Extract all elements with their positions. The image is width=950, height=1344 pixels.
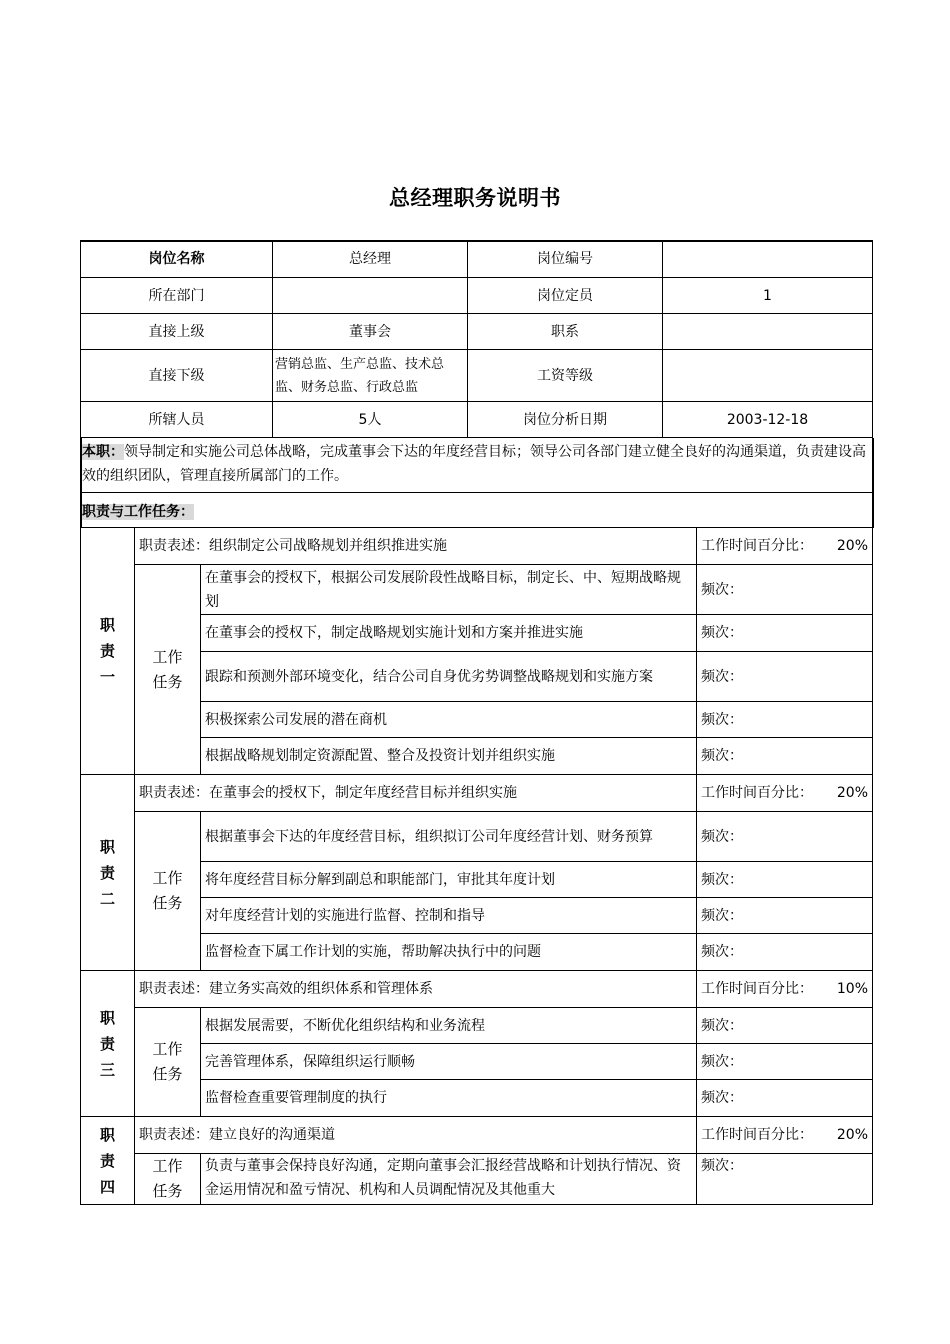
task-row [81,812,873,862]
task-frequency: 频次： [697,1044,873,1080]
task-frequency: 频次： [697,862,873,898]
duty-percent: 工作时间百分比： 20% [697,528,873,565]
label-analysis-date: 岗位分析日期 [468,402,663,438]
task-label: 工作任务 [135,1008,201,1117]
task-text: 监督检查重要管理制度的执行 [201,1080,697,1117]
duties-heading: 职责与工作任务： [82,504,194,520]
value-position-name: 总经理 [273,241,468,278]
task-text: 在董事会的授权下，根据公司发展阶段性战略目标，制定长、中、短期战略规划 [201,565,697,615]
duty-label: 职责二 [81,775,135,971]
info-row [81,278,873,314]
duty-percent: 工作时间百分比： 20% [697,775,873,812]
duty-statement: 职责表述：建立良好的沟通渠道 [135,1117,697,1154]
value-job-family [663,314,873,350]
task-row [81,1154,873,1205]
duty-statement-row [81,775,873,812]
job-summary [82,440,868,488]
document-title: 总经理职务说明书 [389,186,561,210]
value-salary-grade [663,350,873,402]
duty-percent: 工作时间百分比： 20% [697,1117,873,1154]
label-position-name: 岗位名称 [81,241,273,278]
value-direct-subordinates: 营销总监、生产总监、技术总监、财务总监、行政总监 [273,350,468,402]
info-row [81,241,873,278]
task-text: 完善管理体系，保障组织运行顺畅 [201,1044,697,1080]
task-frequency: 频次： [697,565,873,615]
value-staff-count: 5人 [273,402,468,438]
label-department: 所在部门 [81,278,273,314]
duty-label: 职责四 [81,1117,135,1205]
label-staff-count: 所辖人员 [81,402,273,438]
task-frequency: 频次： [697,934,873,971]
task-row [81,1008,873,1044]
task-label: 工作任务 [135,1154,201,1205]
info-row [81,314,873,350]
task-row [81,565,873,615]
task-text: 负责与董事会保持良好沟通，定期向董事会汇报经营战略和计划执行情况、资金运用情况和盈亏情况、机构和人员调配情况及其他重大 [201,1154,697,1205]
duty-percent: 工作时间百分比： 10% [697,971,873,1008]
label-direct-subordinates: 直接下级 [81,350,273,402]
value-headcount: 1 [663,278,873,314]
value-analysis-date: 2003-12-18 [663,402,873,438]
task-text: 根据发展需要，不断优化组织结构和业务流程 [201,1008,697,1044]
duty-label: 职责一 [81,528,135,775]
duty-statement-row [81,1117,873,1154]
task-label: 工作任务 [135,812,201,971]
duty-statement-row [81,528,873,565]
duty-statement: 职责表述：组织制定公司战略规划并组织推进实施 [135,528,697,565]
info-row [81,402,873,438]
position-info-table [80,240,873,438]
value-position-code [663,241,873,278]
task-text: 根据董事会下达的年度经营目标，组织拟订公司年度经营计划、财务预算 [201,812,697,862]
task-text: 跟踪和预测外部环境变化，结合公司自身优劣势调整战略规划和实施方案 [201,652,697,702]
value-department [273,278,468,314]
summary-divider [80,492,872,493]
task-text: 在董事会的授权下，制定战略规划实施计划和方案并推进实施 [201,615,697,652]
task-frequency: 频次： [697,1080,873,1117]
label-job-family: 职系 [468,314,663,350]
info-row [81,350,873,402]
task-label: 工作任务 [135,565,201,775]
value-direct-superior: 董事会 [273,314,468,350]
task-frequency: 频次： [697,1154,873,1205]
summary-label: 本职： [82,444,124,460]
label-position-code: 岗位编号 [468,241,663,278]
task-frequency: 频次： [697,898,873,934]
task-frequency: 频次： [697,702,873,738]
duties-table [80,527,873,1205]
task-text: 对年度经营计划的实施进行监督、控制和指导 [201,898,697,934]
summary-text: 领导制定和实施公司总体战略，完成董事会下达的年度经营目标；领导公司各部门建立健全良好的沟通渠道，负责建设高效的组织团队，管理直接所属部门的工作。 [82,444,866,484]
task-text: 监督检查下属工作计划的实施，帮助解决执行中的问题 [201,934,697,971]
task-frequency: 频次： [697,1008,873,1044]
task-frequency: 频次： [697,738,873,775]
task-frequency: 频次： [697,652,873,702]
task-frequency: 频次： [697,615,873,652]
duty-statement: 职责表述：在董事会的授权下，制定年度经营目标并组织实施 [135,775,697,812]
task-text: 根据战略规划制定资源配置、整合及投资计划并组织实施 [201,738,697,775]
label-direct-superior: 直接上级 [81,314,273,350]
task-text: 积极探索公司发展的潜在商机 [201,702,697,738]
task-frequency: 频次： [697,812,873,862]
task-text: 将年度经营目标分解到副总和职能部门，审批其年度计划 [201,862,697,898]
duty-statement: 职责表述：建立务实高效的组织体系和管理体系 [135,971,697,1008]
label-headcount: 岗位定员 [468,278,663,314]
label-salary-grade: 工资等级 [468,350,663,402]
table-top-border [80,240,872,242]
duty-statement-row [81,971,873,1008]
duty-label: 职责三 [81,971,135,1117]
